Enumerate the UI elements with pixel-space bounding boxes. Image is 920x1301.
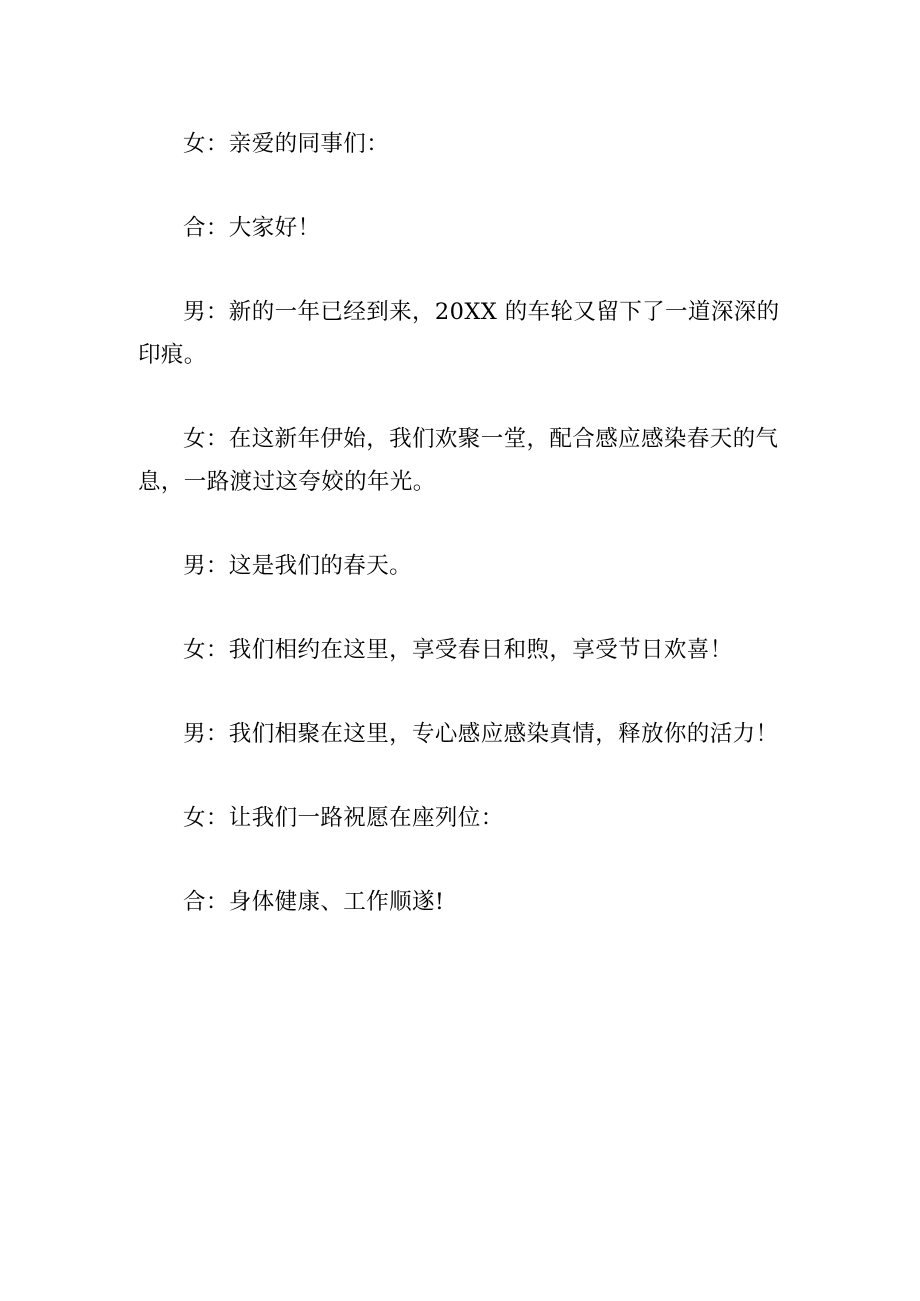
- dialogue-line: 合：大家好！: [183, 215, 321, 241]
- document-body: [138, 123, 798, 965]
- dialogue-line: 女：让我们一路祝愿在座列位：: [183, 805, 504, 831]
- dialogue-line: 男：我们相聚在这里，专心感应感染真情，释放你的活力！: [183, 721, 779, 747]
- dialogue-line: 女：亲爱的同事们：: [183, 131, 390, 157]
- dialogue-line: 女：在这新年伊始，我们欢聚一堂，配合感应感染春天的气息，一路渡过这夸姣的年光。: [138, 426, 779, 495]
- dialogue-line: 合：身体健康、工作顺遂!: [183, 889, 445, 915]
- dialogue-line: 女：我们相约在这里，享受春日和煦，享受节日欢喜！: [183, 637, 733, 663]
- dialogue-line: 男：新的一年已经到来，20XX 的车轮又留下了一道深深的印痕。: [138, 299, 780, 368]
- dialogue-line: 男：这是我们的春天。: [183, 553, 413, 579]
